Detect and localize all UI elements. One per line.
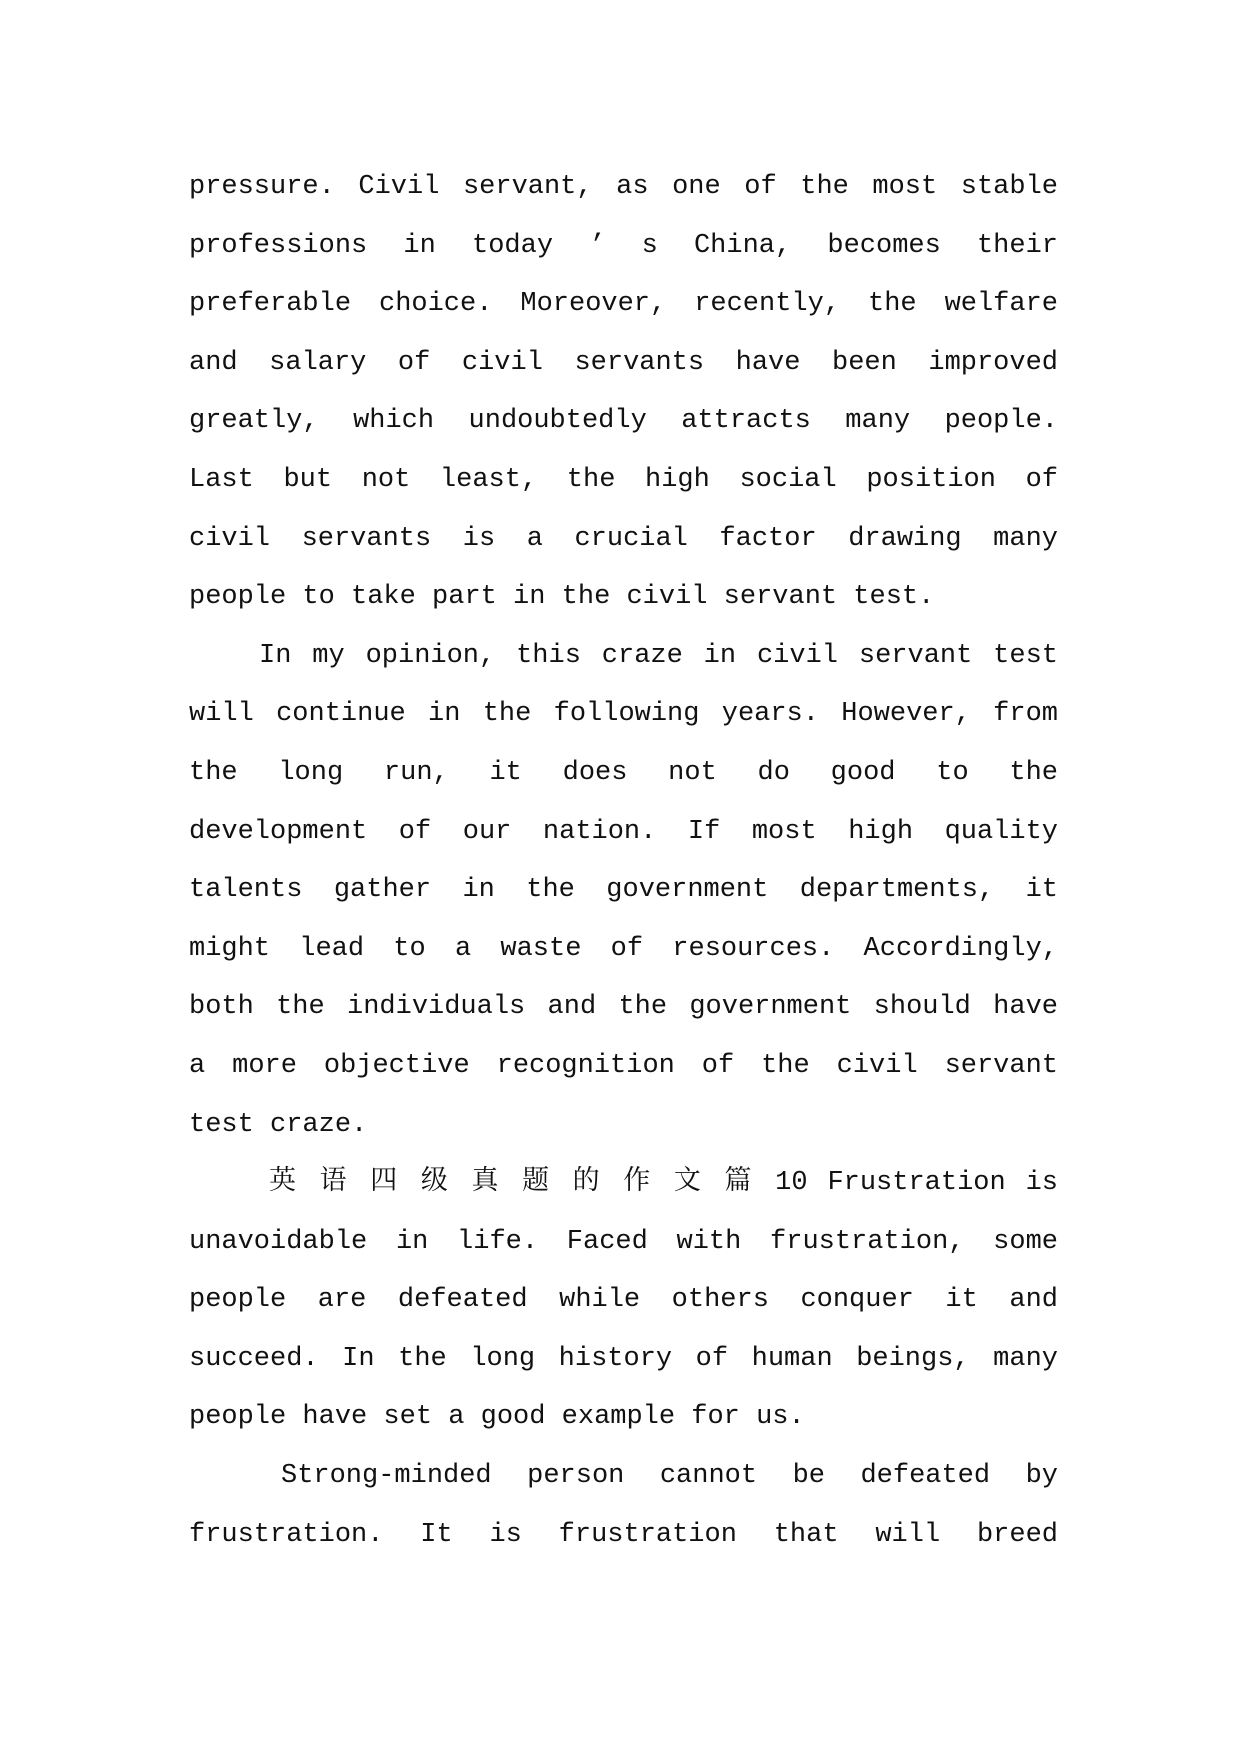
text-line: Last but not least, the high social position of (189, 464, 1058, 495)
text-line: test craze. (189, 1109, 368, 1140)
text-line: Strong-minded person cannot be defeated by (281, 1461, 1058, 1492)
document-page (189, 158, 1058, 1564)
text-line: In my opinion, this craze in civil servant test (259, 640, 1058, 671)
text-line: people have set a good example for us. (189, 1402, 805, 1433)
text-line: both the individuals and the government should have (189, 992, 1058, 1023)
text-line: 英 语 四 级 真 题 的 作 文 篇 10 Frustration is (269, 1168, 1058, 1199)
text-line: professions in today ’ s China, becomes their (189, 230, 1058, 261)
text-line: people to take part in the civil servant test. (189, 582, 935, 613)
text-line: unavoidable in life. Faced with frustration, some (189, 1226, 1058, 1257)
text-line: the long run, it does not do good to the (189, 757, 1058, 788)
text-line: frustration. It is frustration that will breed (189, 1519, 1058, 1550)
text-line: a more objective recognition of the civil servant (189, 1050, 1058, 1081)
text-line: development of our nation. If most high quality (189, 816, 1058, 847)
text-line: people are defeated while others conquer it and (189, 1285, 1058, 1316)
text-line: will continue in the following years. However, from (189, 699, 1058, 730)
text-line: greatly, which undoubtedly attracts many people. (189, 406, 1058, 437)
text-line: might lead to a waste of resources. Accordingly, (189, 933, 1058, 964)
text-line: pressure. Civil servant, as one of the most stable (189, 172, 1058, 202)
text-line: and salary of civil servants have been improved (189, 347, 1058, 378)
text-line: preferable choice. Moreover, recently, the welfare (189, 289, 1058, 320)
text-line: talents gather in the government departments, it (189, 875, 1058, 906)
text-line: civil servants is a crucial factor drawing many (189, 523, 1058, 554)
text-line: succeed. In the long history of human beings, many (189, 1343, 1058, 1374)
